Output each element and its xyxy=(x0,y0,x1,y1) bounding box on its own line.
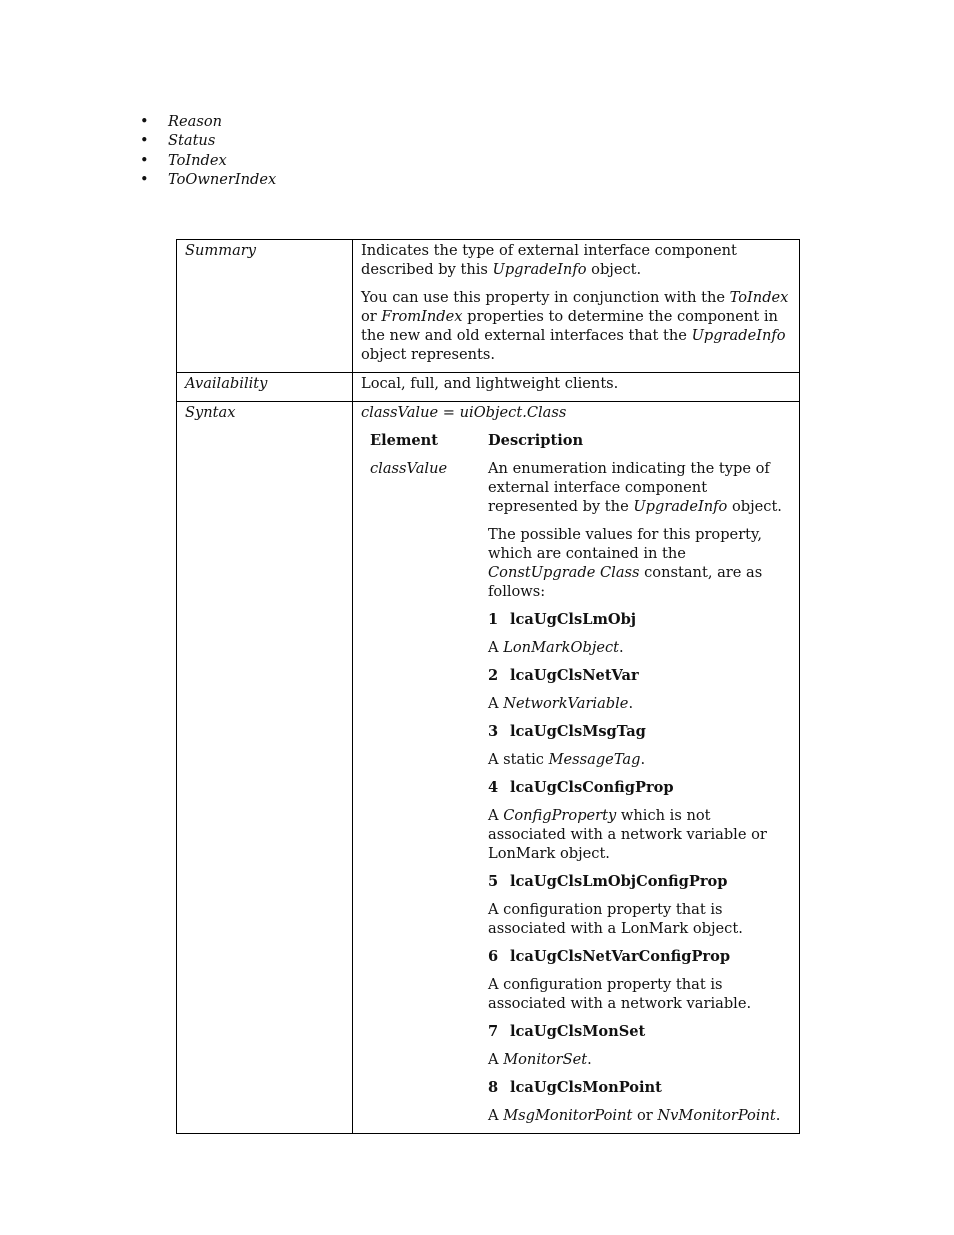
element-table xyxy=(362,431,791,1125)
value-heading: 2 lcaUgClsNetVar xyxy=(488,667,639,684)
syntax-value xyxy=(353,402,800,1134)
value-description: A MonitorSet. xyxy=(488,1051,592,1068)
value-heading: 7 lcaUgClsMonSet xyxy=(488,1023,646,1040)
value-description: A configuration property that is associated with a LonMark object. xyxy=(488,901,743,937)
value-heading: 5 lcaUgClsLmObjConfigProp xyxy=(488,873,728,890)
value-description: A configuration property that is associated with a network variable. xyxy=(488,976,752,1012)
value-heading: 1 lcaUgClsLmObj xyxy=(488,611,637,628)
summary-row xyxy=(177,240,800,373)
bullet-list xyxy=(140,112,276,190)
value-heading: 3 lcaUgClsMsgTag xyxy=(488,723,646,740)
value-description: A MsgMonitorPoint or NvMonitorPoint. xyxy=(488,1107,781,1124)
summary-paragraph: Indicates the type of external interface component described by this UpgradeInfo object. xyxy=(361,242,737,278)
description-paragraph: An enumeration indicating the type of external interface component represented by the UpgradeInfo object. xyxy=(488,460,782,515)
bullet-icon: • xyxy=(140,132,149,150)
element-name: classValue xyxy=(370,460,448,477)
value-description: A static MessageTag. xyxy=(488,751,646,768)
syntax-row xyxy=(177,402,800,1134)
syntax-label: Syntax xyxy=(177,402,353,1134)
availability-row xyxy=(177,373,800,402)
availability-value: Local, full, and lightweight clients. xyxy=(353,373,800,402)
element-table-header xyxy=(362,431,791,459)
element-row xyxy=(362,459,791,1125)
bullet-icon: • xyxy=(140,171,149,189)
value-heading: 8 lcaUgClsMonPoint xyxy=(488,1079,662,1096)
value-description: A NetworkVariable. xyxy=(488,695,634,712)
summary-value xyxy=(353,240,800,373)
description-header: Description xyxy=(488,432,584,449)
property-table xyxy=(176,239,800,1134)
syntax-line: classValue = uiObject.Class xyxy=(361,404,567,421)
description-paragraph: The possible values for this property, which are contained in the ConstUpgrade Class constant, are as follows: xyxy=(488,526,763,600)
bullet-item: • ToIndex xyxy=(140,151,227,169)
value-description: A ConfigProperty which is not associated with a network variable or LonMark object. xyxy=(488,807,767,862)
summary-paragraph: You can use this property in conjunction with the ToIndex or FromIndex properties to determine the component in the new and old external interfaces that the UpgradeInfo object represents. xyxy=(361,289,789,363)
bullet-item: • ToOwnerIndex xyxy=(140,171,277,189)
bullet-item: • Reason xyxy=(140,113,222,130)
bullet-icon: • xyxy=(140,113,149,130)
bullet-icon: • xyxy=(140,151,149,169)
availability-label: Availability xyxy=(177,373,353,402)
element-description xyxy=(488,459,791,1125)
summary-label: Summary xyxy=(177,240,353,373)
value-description: A LonMarkObject. xyxy=(488,639,624,656)
bullet-item: • Status xyxy=(140,132,216,150)
element-header: Element xyxy=(370,432,439,449)
value-heading: 4 lcaUgClsConfigProp xyxy=(488,779,674,796)
value-heading: 6 lcaUgClsNetVarConfigProp xyxy=(488,948,731,965)
